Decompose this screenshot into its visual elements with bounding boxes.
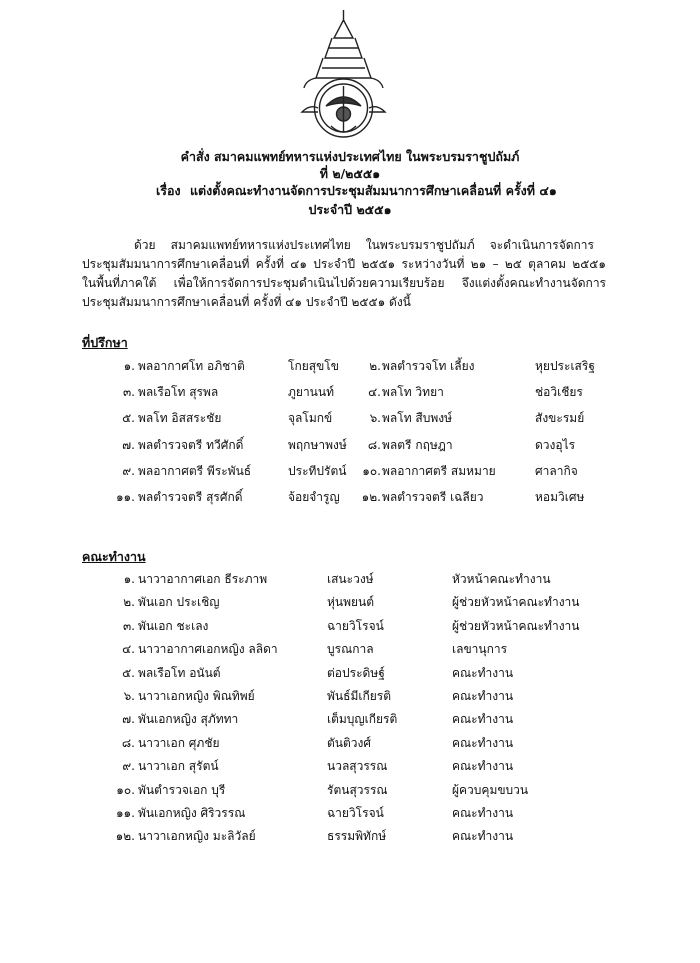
advisor-name: พลตำรวจตรี เฉลียว — [382, 490, 484, 504]
member-name: นาวาเอกหญิง พิณทิพย์ — [138, 689, 255, 703]
advisor-number: ๕. — [122, 411, 135, 426]
member-surname: ตันติวงศ์ — [327, 735, 372, 750]
advisor-number: ๔. — [368, 385, 381, 400]
advisor-number: ๖. — [369, 411, 381, 426]
member-number: ๔. — [122, 642, 135, 657]
member-number: ๑๐. — [116, 782, 135, 797]
member-surname: เสนะวงษ์ — [327, 572, 374, 586]
member-surname: เต็มบุญเกียรติ — [327, 712, 398, 727]
member-name: นาวาเอกหญิง มะลิวัลย์ — [138, 829, 256, 844]
advisor-surname: ศาลากิจ — [535, 463, 578, 478]
member-role: ผู้ควบคุมขบวน — [452, 782, 529, 797]
body-line: ประชุมสัมมนาการศึกษาเคลื่อนที่ ครั้งที่ ๔๑ ประจำปี ๒๕๕๑ ระหว่างวันที่ ๒๑ – ๒๕ ตุลาคม ๒๕๕๑ — [82, 257, 606, 271]
member-role: คณะทำงาน — [452, 689, 514, 703]
subject-text: แต่งตั้งคณะทำงานจัดการประชุมสัมมนาการศึกษาเคลื่อนที่ ครั้งที่ ๔๑ — [190, 183, 557, 198]
advisor-row — [0, 436, 700, 456]
member-number: ๓. — [122, 618, 135, 633]
advisor-number: ๑๒. — [361, 490, 381, 504]
advisor-name: พลตรี กฤษฎา — [382, 437, 453, 452]
advisor-name: พลอากาศตรี สมหมาย — [382, 463, 496, 478]
member-row — [0, 734, 700, 754]
member-number: ๑๑. — [115, 806, 135, 820]
member-surname: บูรณกาล — [327, 642, 374, 657]
member-row — [0, 804, 700, 824]
member-name: พันเอก ประเชิญ — [138, 595, 220, 610]
member-surname: ธรรมพิทักษ์ — [327, 829, 387, 844]
advisor-number: ๘. — [367, 437, 381, 452]
advisor-surname: จ้อยจำรูญ — [288, 490, 340, 504]
member-row — [0, 827, 700, 847]
member-row — [0, 687, 700, 707]
advisor-name: พลอากาศโท อภิชาติ — [138, 359, 245, 373]
advisor-name: พลอากาศตรี พีระพันธ์ — [138, 463, 252, 478]
member-number: ๖. — [123, 689, 135, 703]
advisor-number: ๓. — [122, 385, 135, 400]
member-name: นาวาเอก สุรัตน์ — [138, 759, 219, 774]
member-surname: ต่อประดิษฐ์ — [327, 665, 385, 680]
advisor-surname: จุลโมกข์ — [288, 411, 333, 426]
advisor-name: พลเรือโท สุรพล — [138, 385, 219, 400]
advisor-row — [0, 462, 700, 482]
member-role: คณะทำงาน — [452, 829, 514, 844]
advisors-heading: ที่ปรึกษา — [82, 335, 128, 350]
body-line: ด้วย สมาคมแพทย์ทหารแห่งประเทศไทย ในพระบรมราชูปถัมภ์ จะดำเนินการจัดการ — [134, 238, 594, 252]
member-name: นาวาอากาศเอก ธีระภาพ — [138, 572, 268, 586]
member-row — [0, 664, 700, 684]
advisor-surname: โกยสุขโข — [288, 359, 339, 373]
advisor-row — [0, 488, 700, 508]
member-number: ๗. — [122, 712, 135, 727]
advisor-surname: สังขะรมย์ — [535, 411, 585, 426]
advisor-surname: ดวงอุไร — [535, 437, 576, 452]
subject-label: เรื่อง — [156, 183, 181, 198]
advisor-row — [0, 409, 700, 429]
member-role: คณะทำงาน — [452, 665, 514, 680]
member-role: ผู้ช่วยหัวหน้าคณะทำงาน — [452, 618, 580, 633]
member-surname: ฉายวิโรจน์ — [327, 806, 384, 820]
member-number: ๑๒. — [115, 829, 135, 844]
advisor-number: ๗. — [122, 437, 135, 452]
advisor-number: ๙. — [122, 463, 135, 478]
subject-year: ประจำปี ๒๕๕๑ — [308, 202, 392, 217]
member-name: พันเอก ชะเลง — [138, 618, 209, 633]
member-role: หัวหน้าคณะทำงาน — [452, 572, 551, 586]
emblem-icon — [296, 8, 391, 143]
member-row — [0, 710, 700, 730]
advisor-number: ๑๐. — [362, 463, 381, 478]
member-surname: ฉายวิโรจน์ — [327, 618, 384, 633]
advisor-name: พลตำรวจตรี ทวีศักดิ์ — [138, 437, 244, 452]
body-line: ในพื้นที่ภาคใต้ เพื่อให้การจัดการประชุมดำเนินไปด้วยความเรียบร้อย จึงแต่งตั้งคณะทำงานจัดการ — [82, 276, 606, 290]
member-role: ผู้ช่วยหัวหน้าคณะทำงาน — [452, 595, 580, 610]
advisor-surname: พฤกษาพงษ์ — [288, 437, 347, 452]
advisor-name: พลโท วิทยา — [382, 385, 444, 400]
advisor-surname: หอมวิเศษ — [535, 490, 585, 504]
advisor-name: พลโท อิสสระชัย — [138, 411, 222, 426]
member-row — [0, 570, 700, 590]
member-row — [0, 617, 700, 637]
member-row — [0, 640, 700, 660]
order-title: คำสั่ง สมาคมแพทย์ทหารแห่งประเทศไทย ในพระบรมราชูปถัมภ์ — [180, 149, 520, 164]
member-surname: พันธ์มีเกียรติ — [327, 689, 391, 703]
member-number: ๕. — [122, 665, 135, 680]
working-group-heading: คณะทำงาน — [82, 549, 146, 564]
member-role: คณะทำงาน — [452, 712, 514, 727]
advisor-number: ๑. — [123, 359, 135, 373]
advisor-surname: หุยประเสริฐ — [535, 359, 595, 373]
member-role: เลขานุการ — [452, 642, 508, 657]
member-row — [0, 593, 700, 613]
member-number: ๑. — [123, 572, 135, 586]
order-number: ที่ ๒/๒๕๕๑ — [319, 166, 381, 181]
advisor-row — [0, 357, 700, 377]
advisor-name: พลตำรวจตรี สุรศักดิ์ — [138, 490, 243, 504]
member-name: นาวาเอก ศุภชัย — [138, 735, 220, 750]
member-surname: นวลสุวรรณ — [327, 759, 388, 774]
member-name: พันเอกหญิง ศิริวรรณ — [138, 806, 246, 820]
advisor-name: พลตำรวจโท เลี้ยง — [382, 359, 475, 373]
member-row — [0, 781, 700, 801]
advisor-surname: ภูยานนท์ — [288, 385, 334, 400]
advisor-number: ๒. — [369, 359, 381, 373]
member-number: ๙. — [122, 759, 135, 774]
member-number: ๘. — [121, 735, 135, 750]
advisor-surname: ช่อวิเชียร — [535, 385, 583, 400]
body-line: ประชุมสัมมนาการศึกษาเคลื่อนที่ ครั้งที่ ๔๑ ประจำปี ๒๕๕๑ ดังนี้ — [82, 295, 411, 309]
member-surname: หุ่นพยนต์ — [327, 595, 375, 610]
member-name: นาวาอากาศเอกหญิง ลลิดา — [138, 642, 278, 657]
advisor-row — [0, 383, 700, 403]
member-name: พันตำรวจเอก บุรี — [138, 782, 226, 797]
member-number: ๒. — [123, 595, 135, 610]
member-role: คณะทำงาน — [452, 759, 514, 774]
advisor-surname: ประทีปรัตน์ — [288, 463, 347, 478]
member-role: คณะทำงาน — [452, 806, 514, 820]
member-surname: รัตนสุวรรณ — [327, 782, 388, 797]
advisor-number: ๑๑. — [115, 490, 135, 504]
member-name: พลเรือโท อนันต์ — [138, 665, 221, 680]
member-name: พันเอกหญิง สุภัททา — [138, 712, 239, 727]
member-role: คณะทำงาน — [452, 735, 514, 750]
advisor-name: พลโท สืบพงษ์ — [382, 411, 453, 426]
member-row — [0, 757, 700, 777]
